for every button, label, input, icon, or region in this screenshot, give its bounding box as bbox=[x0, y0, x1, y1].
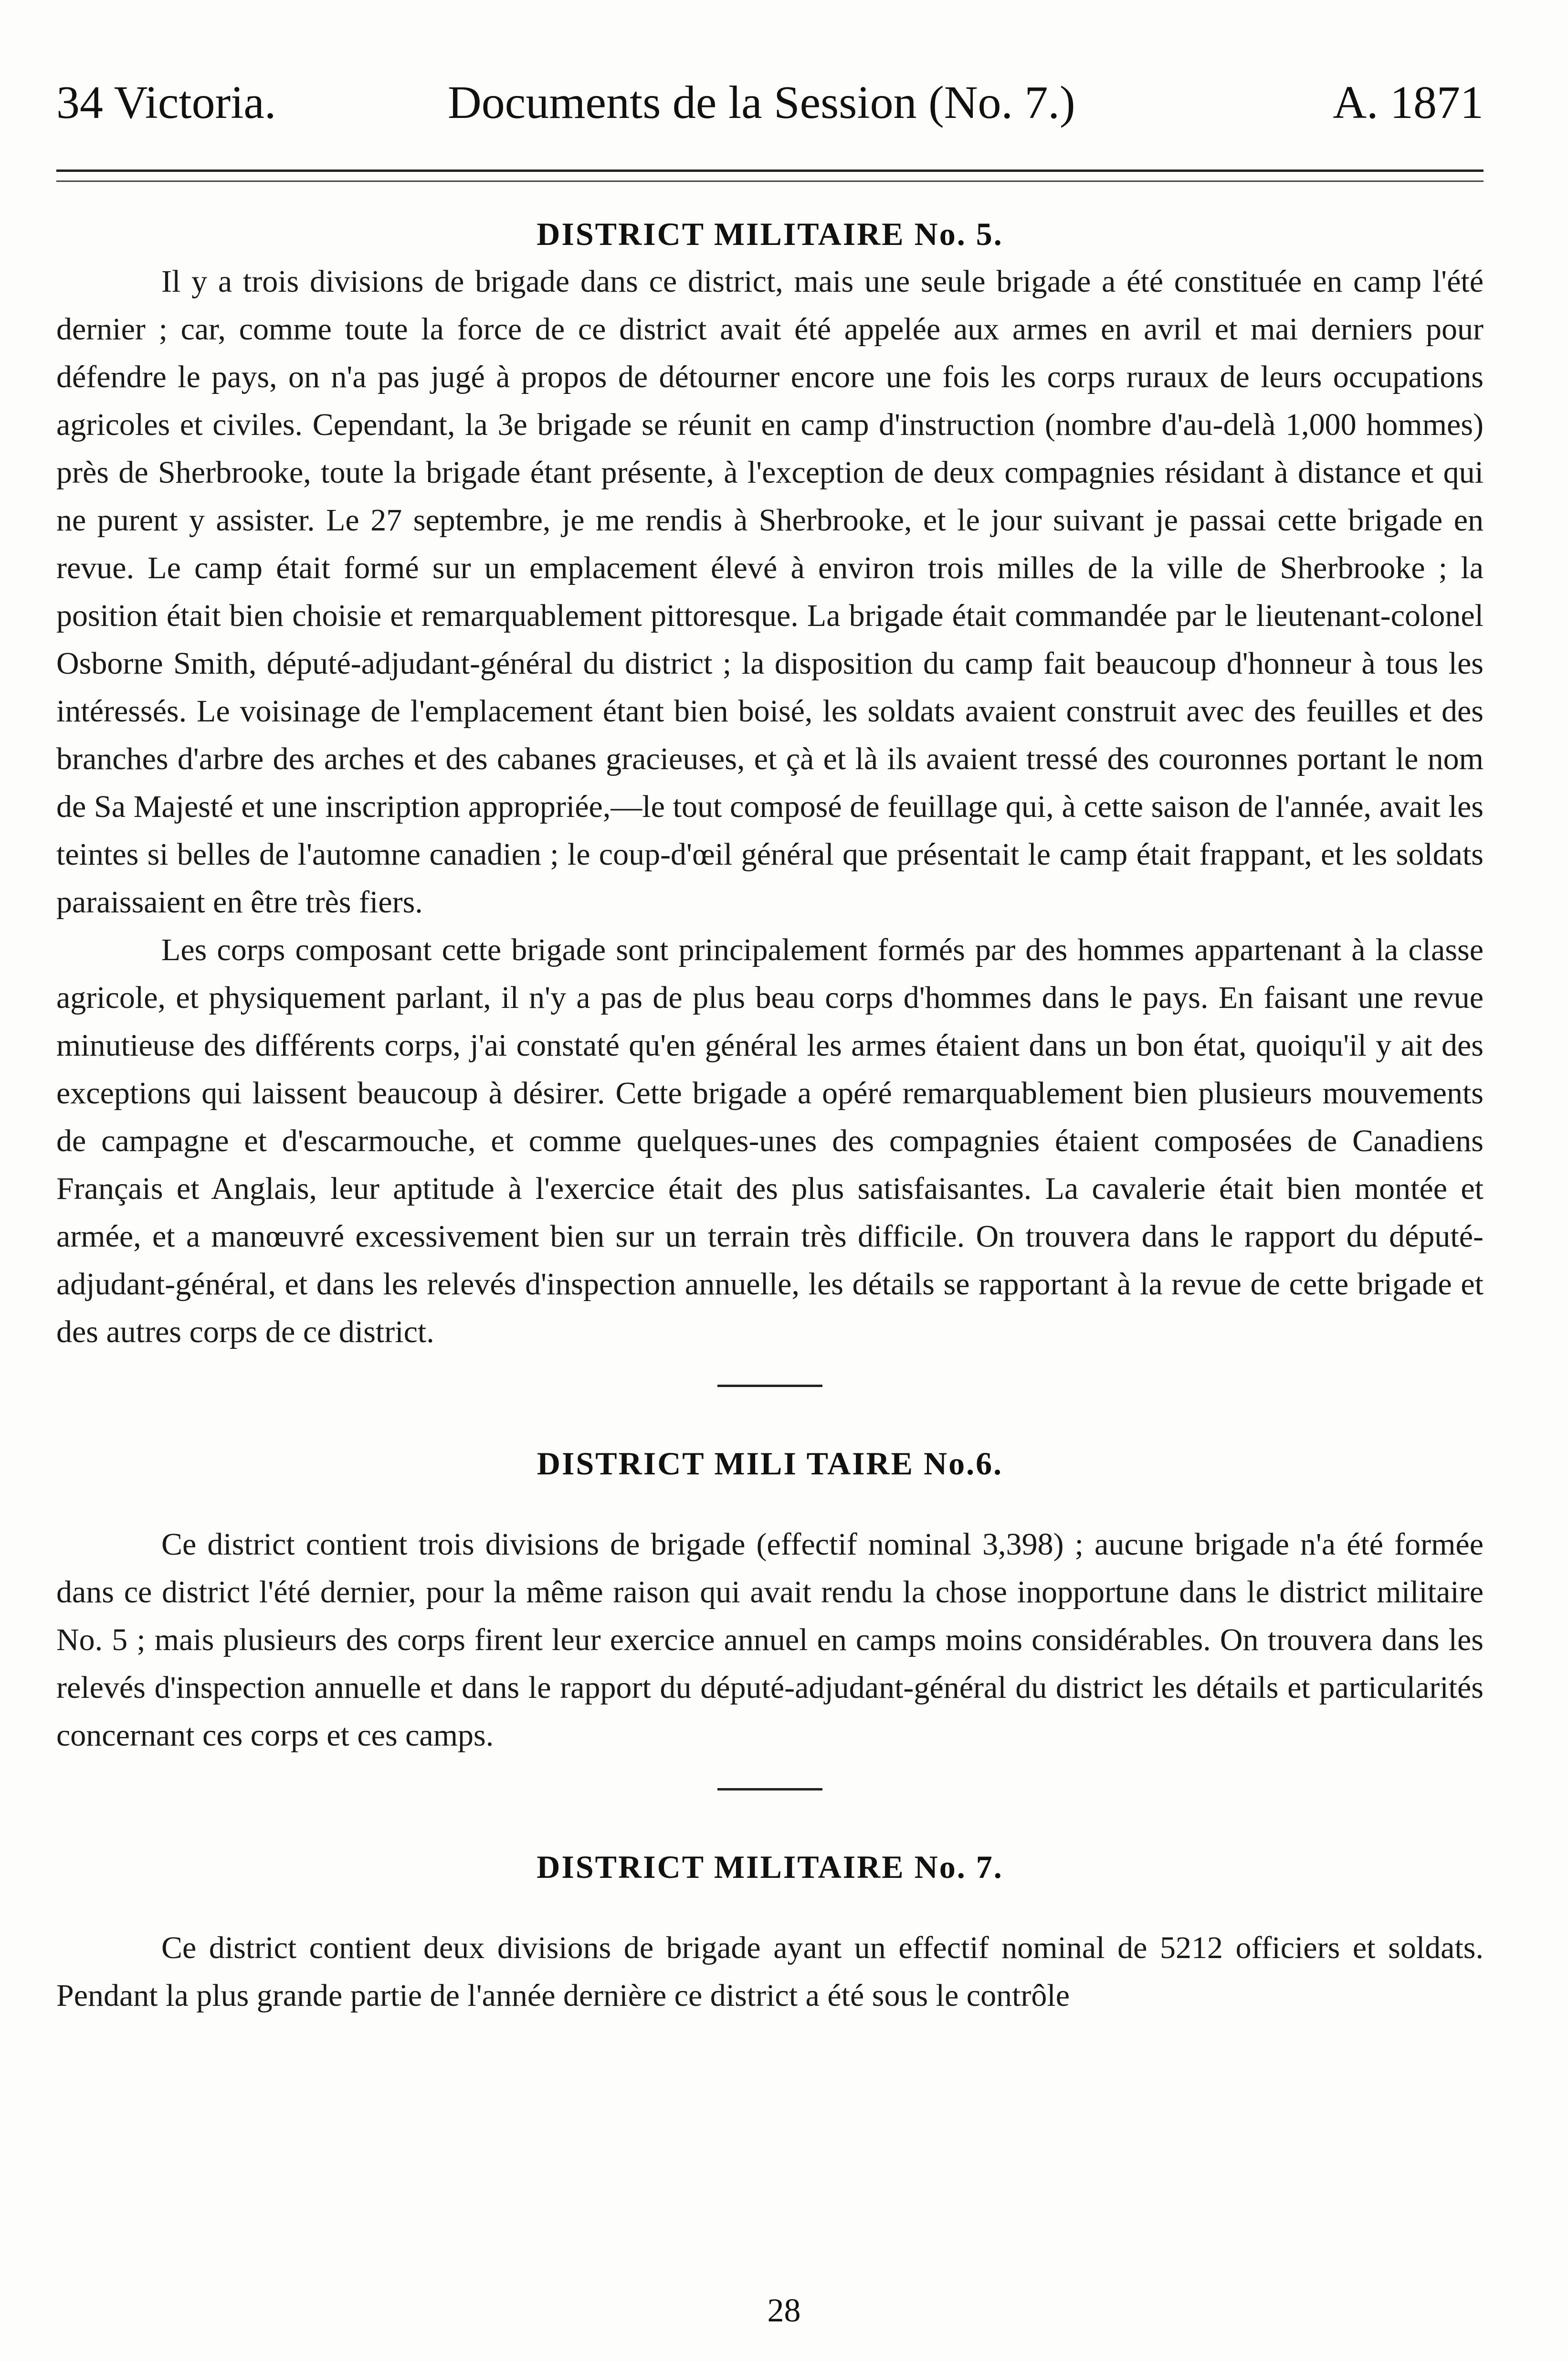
running-header bbox=[56, 72, 1484, 134]
paragraph: Ce district contient deux divisions de brigade ayant un effectif nominal de 5212 officiers et soldats. Pendant la plus grande partie de l'année dernière ce district a été sous le contrôle bbox=[56, 1930, 1484, 2013]
document-body bbox=[56, 210, 1484, 2020]
header-title: Documents de la Session (No. 7.) bbox=[448, 77, 1075, 128]
header-rule-thin bbox=[56, 180, 1484, 182]
header-year: A. 1871 bbox=[1333, 77, 1484, 128]
section-title: DISTRICT MILI TAIRE No.6. bbox=[537, 1445, 1003, 1482]
paragraph: Les corps composant cette brigade sont principalement formés par des hommes appartenant à la classe agricole, et physiquement parlant, il n'y a pas de plus beau corps d'hommes dans le pays. En faisant une revue minutieuse des différents corps, j'ai constaté qu'en général les armes étaient dans un bon état, quoiqu'il y ait des exceptions qui laissent beaucoup à désirer. Cette brigade a opéré remarquablement bien plusieurs mouvements de campagne et d'escarmouche, et comme quelques-unes des compagnies étaient composées de Canadiens Français et Anglais, leur aptitude à l'exercice était des plus satisfaisantes. La cavalerie était bien montée et armée, et a manœuvré excessivement bien sur un terrain très difficile. On trouvera dans le rapport du député-adjudant-général, et dans les relevés d'inspection annuelle, les détails se rapportant à la revue de cette brigade et des autres corps de ce district. bbox=[56, 932, 1484, 1349]
section-district-5 bbox=[56, 210, 1484, 1356]
paragraph: Ce district contient trois divisions de brigade (effectif nominal 3,398) ; aucune brigade n'a été formée dans ce district l'été dernier, pour la même raison qui avait rendu la chose inopportune dans le district militaire No. 5 ; mais plusieurs des corps firent leur exercice annuel en camps moins considérables. On trouvera dans les relevés d'inspection annuelle et dans le rapport du député-adjudant-général du district les détails et particularités concernant ces corps et ces camps. bbox=[56, 1527, 1484, 1753]
section-title: DISTRICT MILITAIRE No. 7. bbox=[537, 1849, 1003, 1885]
section-district-7 bbox=[56, 1843, 1484, 2020]
header-volume: 34 Victoria. bbox=[56, 77, 276, 128]
page-number: 28 bbox=[767, 2292, 801, 2329]
section-title: DISTRICT MILITAIRE No. 5. bbox=[537, 216, 1003, 252]
section-district-6 bbox=[56, 1440, 1484, 1759]
paragraph: Il y a trois divisions de brigade dans ce district, mais une seule brigade a été constituée en camp l'été dernier ; car, comme toute la force de ce district avait été appelée aux armes en avril et mai derniers pour défendre le pays, on n'a pas jugé à propos de détourner encore une fois les corps ruraux de leurs occupations agricoles et civiles. Cependant, la 3e brigade se réunit en camp d'instruction (nombre d'au-delà 1,000 hommes) près de Sherbrooke, toute la brigade étant présente, à l'exception de deux compagnies résidant à distance et qui ne purent y assister. Le 27 septembre, je me rendis à Sherbrooke, et le jour suivant je passai cette brigade en revue. Le camp était formé sur un emplacement élevé à environ trois milles de la ville de Sherbrooke ; la position était bien choisie et remarquablement pittoresque. La brigade était commandée par le lieutenant-colonel Osborne Smith, député-adjudant-général du district ; la disposition du camp fait beaucoup d'honneur à tous les intéressés. Le voisinage de l'emplacement étant bien boisé, les soldats avaient construit avec des feuilles et des branches d'arbre des arches et des cabanes gracieuses, et çà et là ils avaient tressé des couronnes portant le nom de Sa Majesté et une inscription appropriée,—le tout composé de feuillage qui, à cette saison de l'année, avait les teintes si belles de l'automne canadien ; le coup-d'œil général que présentait le camp était frappant, et les soldats paraissaient en être très fiers. bbox=[56, 264, 1484, 920]
header-rule-thick bbox=[56, 169, 1484, 172]
